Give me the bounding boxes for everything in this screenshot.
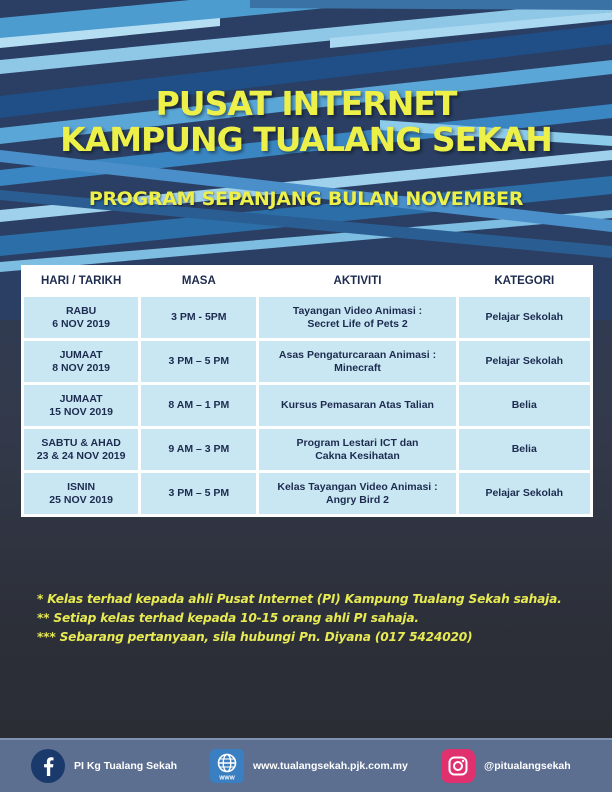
instagram-link[interactable] (441, 748, 571, 784)
schedule-table (21, 265, 593, 517)
date-text: 25 NOV 2019 (49, 493, 113, 506)
activity-text: Minecraft (334, 361, 381, 374)
activity-text: Kelas Tayangan Video Animasi : (277, 480, 438, 493)
title-block (0, 86, 612, 158)
category-cell: Belia (459, 385, 590, 426)
website-label: www.tualangsekah.pjk.com.my (253, 760, 408, 772)
time-cell: 9 AM – 3 PM (141, 429, 256, 470)
activity-text: Tayangan Video Animasi : (292, 304, 423, 317)
date-text: 23 & 24 NOV 2019 (36, 449, 126, 462)
instagram-label: @pitualangsekah (484, 760, 571, 772)
note-line: *** Sebarang pertanyaan, sila hubungi Pn. Diyana (017 5424020) (37, 630, 473, 644)
day-date-cell (24, 429, 138, 470)
table-row (24, 297, 590, 338)
header-time: MASA (141, 268, 256, 294)
facebook-label: PI Kg Tualang Sekah (74, 760, 178, 772)
activity-cell (259, 341, 455, 382)
note-line: * Kelas terhad kepada ahli Pusat Internet (PI) Kampung Tualang Sekah sahaja. (37, 592, 562, 606)
time-cell: 8 AM – 1 PM (141, 385, 256, 426)
date-text: 15 NOV 2019 (49, 405, 113, 418)
program-subtitle: PROGRAM SEPANJANG BULAN NOVEMBER (88, 188, 524, 210)
activity-text: Angry Bird 2 (326, 493, 390, 506)
title-line-2: KAMPUNG TUALANG SEKAH (60, 120, 552, 159)
header-category: KATEGORI (459, 268, 590, 294)
header-day-date: HARI / TARIKH (24, 268, 138, 294)
website-icon-text: WWW (219, 775, 235, 782)
activity-text: Cakna Kesihatan (315, 449, 400, 462)
category-cell: Pelajar Sekolah (459, 341, 590, 382)
website-link[interactable] (210, 748, 408, 784)
activity-cell (259, 473, 455, 514)
notes-block (37, 590, 597, 647)
activity-cell (259, 297, 455, 338)
facebook-icon (31, 749, 65, 783)
date-text: 8 NOV 2019 (52, 361, 110, 374)
day-date-cell (24, 473, 138, 514)
category-cell: Belia (459, 429, 590, 470)
header-activity: AKTIVITI (259, 268, 455, 294)
day-text: JUMAAT (59, 348, 103, 361)
day-text: SABTU & AHAD (41, 436, 121, 449)
title-line-1: PUSAT INTERNET (155, 84, 457, 123)
facebook-link[interactable] (31, 748, 177, 784)
category-cell: Pelajar Sekolah (459, 297, 590, 338)
activity-cell (259, 385, 455, 426)
table-row (24, 473, 590, 514)
activity-text: Program Lestari ICT dan (296, 436, 419, 449)
time-cell: 3 PM - 5PM (141, 297, 256, 338)
globe-icon (210, 749, 244, 783)
activity-cell (259, 429, 455, 470)
table-row (24, 429, 590, 470)
day-text: ISNIN (67, 480, 96, 493)
note-line: ** Setiap kelas terhad kepada 10-15 orang ahli PI sahaja. (37, 611, 419, 625)
activity-text: Asas Pengaturcaraan Animasi : (278, 348, 437, 361)
day-date-cell (24, 385, 138, 426)
time-cell: 3 PM – 5 PM (141, 341, 256, 382)
table-row (24, 385, 590, 426)
activity-text: Kursus Pemasaran Atas Talian (281, 399, 434, 411)
day-text: JUMAAT (59, 392, 103, 405)
table-header-row (24, 268, 590, 294)
day-date-cell (24, 341, 138, 382)
date-text: 6 NOV 2019 (52, 317, 110, 330)
activity-text: Secret Life of Pets 2 (307, 317, 408, 330)
instagram-icon (441, 749, 475, 783)
category-cell: Pelajar Sekolah (459, 473, 590, 514)
time-cell: 3 PM – 5 PM (141, 473, 256, 514)
table-row (24, 341, 590, 382)
day-text: RABU (65, 304, 97, 317)
day-date-cell (24, 297, 138, 338)
footer-bar (0, 738, 612, 792)
